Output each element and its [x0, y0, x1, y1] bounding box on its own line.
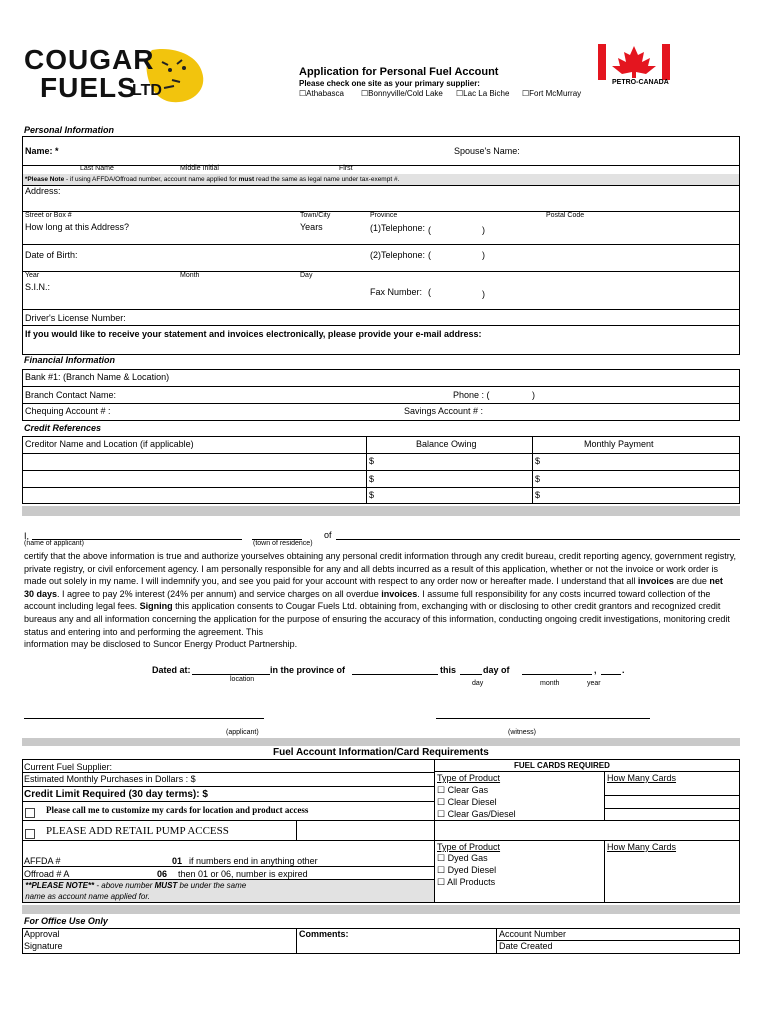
witness-signature-line[interactable]: [436, 718, 650, 719]
section-divider: [22, 905, 740, 914]
telephone1-label: (1)Telephone:: [370, 223, 426, 233]
product-all-products[interactable]: ☐ All Products: [437, 877, 496, 887]
payment-col-header: Monthly Payment: [584, 439, 654, 449]
table-row: $: [535, 474, 541, 484]
day-caption: Day: [300, 272, 313, 279]
day-of-label: day of: [483, 665, 510, 675]
consent-i: I,: [24, 531, 30, 541]
middle-initial-caption: Middle Initial: [180, 165, 219, 172]
last-name-caption: Last Name: [80, 165, 114, 172]
section-divider: [22, 506, 740, 516]
affda-note: **PLEASE NOTE** - above number MUST be under the same name as account name applied for.: [23, 880, 434, 902]
day-caption-sig: day: [472, 680, 484, 687]
comments-label: Comments:: [299, 929, 349, 939]
how-many-cards-header-1: How Many Cards: [607, 773, 677, 783]
license-label: Driver's License Number:: [25, 313, 126, 323]
office-section: [22, 928, 740, 954]
applicant-caption: (applicant): [226, 729, 259, 736]
section-divider: [22, 738, 740, 746]
date-comma: ,: [594, 665, 597, 675]
retail-pump-label: PLEASE ADD RETAIL PUMP ACCESS: [46, 825, 229, 837]
street-caption: Street or Box #: [25, 212, 72, 219]
first-name-caption: First: [339, 165, 353, 172]
legal-name-note: *Please Note - if using AFFDA/Offroad number, account name applied for must read the same as legal name under tax-exempt #.: [23, 174, 739, 185]
date-period: .: [622, 665, 625, 675]
affda-label: AFFDA #: [24, 856, 61, 866]
telephone1-close-paren: ): [482, 225, 485, 235]
page-title: Application for Personal Fuel Account: [299, 66, 499, 78]
balance-col-header: Balance Owing: [416, 439, 477, 449]
credit-limit-label: Credit Limit Required (30 day terms): $: [24, 789, 208, 800]
branch-phone-close-paren: ): [532, 390, 535, 400]
code-06-text: then 01 or 06, number is expired: [178, 869, 308, 879]
year-caption-sig: year: [587, 680, 601, 687]
personal-section-title: Personal Information: [24, 125, 115, 135]
customize-cards-label: Please call me to customize my cards for location and product access: [46, 805, 309, 815]
consent-of: of: [324, 530, 332, 540]
name-of-applicant-caption: (name of applicant): [24, 540, 84, 547]
table-row: $: [535, 456, 541, 466]
town-of-residence-caption: (town of residence): [253, 540, 313, 547]
in-province-label: in the province of: [270, 665, 346, 675]
telephone2-open-paren: (: [428, 250, 431, 260]
credit-section-title: Credit References: [24, 423, 102, 433]
fax-open-paren: (: [428, 287, 431, 297]
fuel-section-title: Fuel Account Information/Card Requirements: [273, 747, 489, 758]
telephone2-label: (2)Telephone:: [370, 250, 426, 260]
site-bonnyville[interactable]: ☐Bonnyville/Cold Lake: [361, 89, 443, 98]
code-01: 01: [172, 856, 183, 866]
town-caption: Town/City: [300, 212, 331, 219]
month-caption-sig: month: [540, 680, 560, 687]
logo-line1: COUGAR: [24, 44, 155, 75]
site-athabasca[interactable]: ☐Athabasca: [299, 89, 344, 98]
dob-label: Date of Birth:: [25, 250, 78, 260]
cougar-fuels-logo: [22, 44, 212, 108]
location-caption: location: [230, 676, 255, 683]
maple-leaf-icon: [598, 44, 670, 80]
product-dyed-diesel[interactable]: ☐ Dyed Diesel: [437, 865, 497, 875]
fax-label: Fax Number:: [370, 287, 423, 297]
personal-section: [22, 136, 740, 355]
chequing-label: Chequing Account # :: [25, 406, 111, 416]
telephone2-close-paren: ): [482, 250, 485, 260]
fuel-cards-required-label: FUEL CARDS REQUIRED: [514, 761, 610, 770]
approval-label: Approval: [24, 929, 60, 939]
fax-close-paren: ): [482, 289, 485, 299]
logo-line2: FUELS: [40, 72, 137, 103]
creditor-col-header: Creditor Name and Location (if applicable): [25, 439, 194, 449]
current-supplier-label: Current Fuel Supplier:: [24, 762, 113, 772]
account-number-label: Account Number: [499, 929, 567, 939]
year-caption: Year: [25, 272, 40, 279]
applicant-signature-line[interactable]: [24, 718, 264, 719]
spouse-name-label: Spouse's Name:: [454, 146, 520, 156]
province-caption: Province: [370, 212, 398, 219]
product-clear-gas-diesel[interactable]: ☐ Clear Gas/Diesel: [437, 809, 516, 819]
branch-contact-label: Branch Contact Name:: [25, 390, 117, 400]
logo-suffix: LTD: [132, 82, 162, 99]
date-created-label: Date Created: [499, 941, 553, 951]
how-many-cards-header-2: How Many Cards: [607, 842, 677, 852]
product-dyed-gas[interactable]: ☐ Dyed Gas: [437, 853, 488, 863]
code-06: 06: [157, 869, 168, 879]
table-row: $: [535, 490, 541, 500]
address-label: Address:: [25, 186, 61, 196]
this-label: this: [440, 665, 457, 675]
site-lac-la-biche[interactable]: ☐Lac La Biche: [456, 89, 510, 98]
code-01-text: if numbers end in anything other: [189, 856, 318, 866]
how-long-label: How long at this Address?: [25, 222, 130, 232]
financial-section-title: Financial Information: [24, 355, 116, 365]
signature-label: Signature: [24, 941, 63, 951]
savings-label: Savings Account # :: [404, 406, 484, 416]
office-section-title: For Office Use Only: [24, 916, 108, 926]
type-of-product-header-2: Type of Product: [437, 842, 501, 852]
years-label: Years: [300, 222, 323, 232]
postal-code-caption: Postal Code: [546, 212, 585, 219]
site-fort-mcmurray[interactable]: ☐Fort McMurray: [522, 89, 582, 98]
dated-at-label: Dated at:: [152, 665, 191, 675]
primary-supplier-prompt: Please check one site as your primary supplier:: [299, 79, 480, 88]
offroad-label: Offroad # A: [24, 869, 70, 879]
petro-canada-logo: [598, 44, 670, 90]
telephone1-open-paren: (: [428, 225, 431, 235]
bank-label: Bank #1: (Branch Name & Location): [25, 372, 170, 382]
table-row: $: [369, 456, 375, 466]
branch-phone-label: Phone : (: [453, 390, 490, 400]
witness-caption: (witness): [508, 729, 537, 736]
petro-canada-text: PETRO-CANADA: [612, 79, 669, 86]
product-clear-gas[interactable]: ☐ Clear Gas: [437, 785, 489, 795]
table-row: $: [369, 474, 375, 484]
name-label: Name: *: [25, 146, 59, 156]
month-caption: Month: [180, 272, 200, 279]
product-clear-diesel[interactable]: ☐ Clear Diesel: [437, 797, 497, 807]
sin-label: S.I.N.:: [25, 282, 51, 292]
email-label: If you would like to receive your statement and invoices electronically, please provide your e-mail address:: [25, 329, 482, 339]
table-row: $: [369, 490, 375, 500]
type-of-product-header-1: Type of Product: [437, 773, 501, 783]
monthly-purchases-label: Estimated Monthly Purchases in Dollars : $: [24, 774, 196, 784]
consent-paragraph: certify that the above information is true and authorize yourselves obtaining any personal credit information through any credit bureau, credit reporting agency, government registry, private registry, or civil enforcement agency. I am personally responsible for any and all debts incurred as a result of this application, whether or not the invoice or work order is made out solely in my name. I will indemnify you, and see you paid for your account with respect to any order now or hereafter made. I understand that all invoices are due net 30 days. I agree to pay 2% interest (24% per annum) and service charges on all overdue invoices. I assume full responsibility for any costs incurred toward collection of the account including legal fees. Signing this application consents to Cougar Fuels Ltd. obtaining from, exchanging with or disclosing to other credit grantors and recognized credit bureaus any and all information concerning the application for the purpose of ensuring the accuracy of this information, conducting ongoing credit investigations, monitoring credit status and entering into and performing the agreement. This information may be disclosed to Suncor Energy Product Partnership.: [24, 551, 737, 650]
